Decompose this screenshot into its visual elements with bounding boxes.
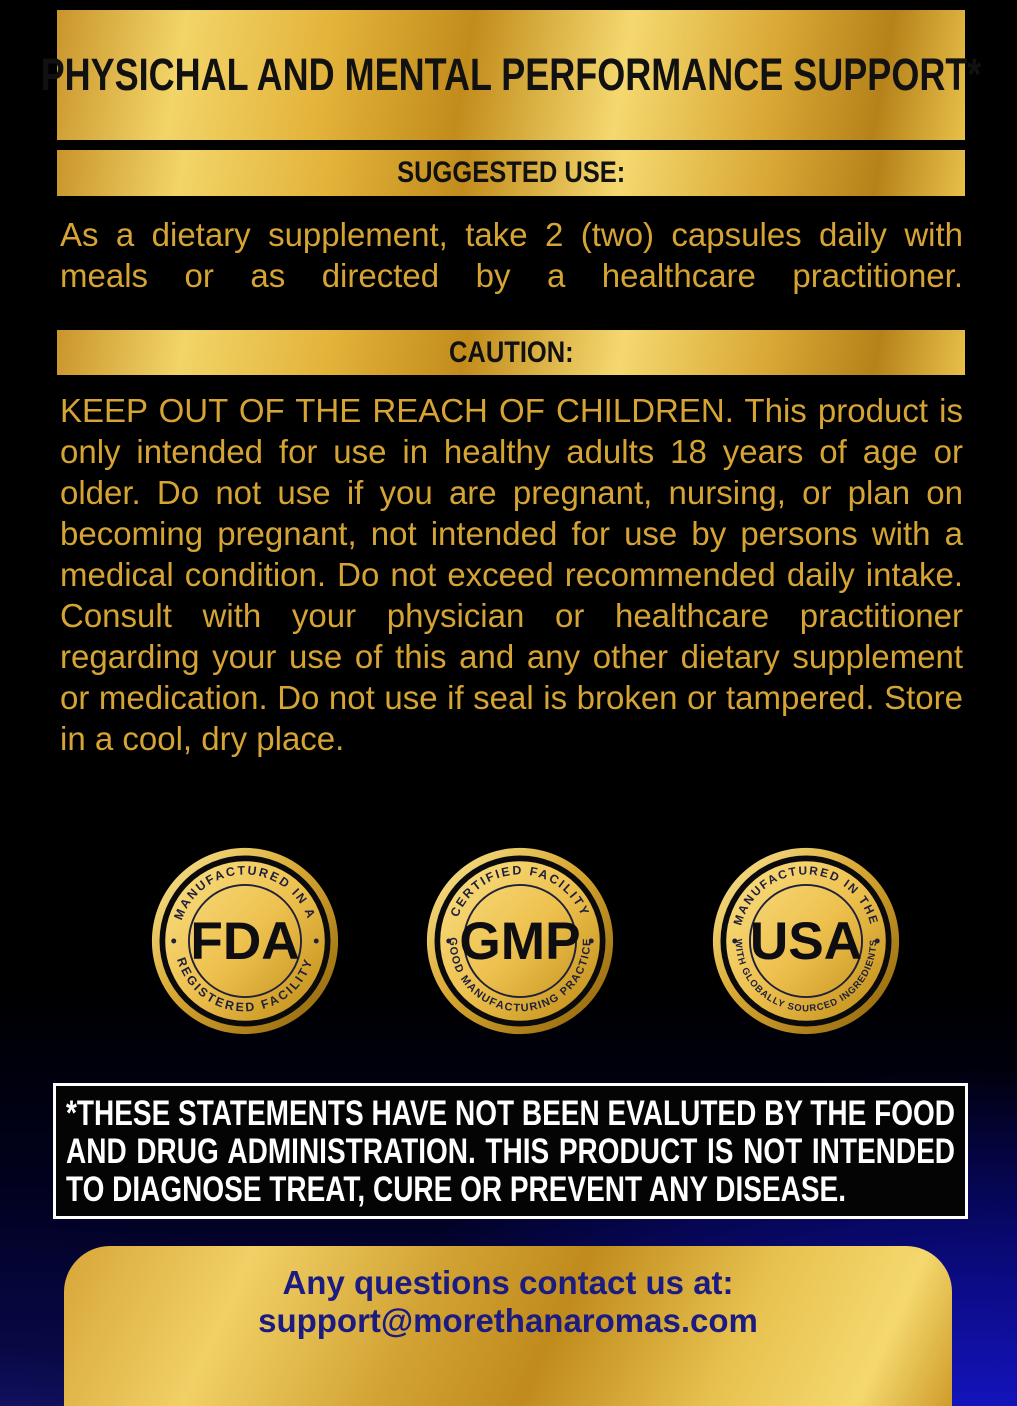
contact-panel	[64, 1246, 952, 1406]
caution-text: KEEP OUT OF THE REACH OF CHILDREN. This product is only intended for use in healthy adults 18 years of age or older. Do not use if you are pregnant, nursing, or plan on becoming pregnant, not intended for use by persons with a medical condition. Do not exceed recommended daily intake. Consult with your physician or healthcare practitioner regarding your use of this and any other dietary supplement or medication. Do not use if seal is broken or tampered. Store in a cool, dry place.	[60, 392, 963, 757]
caution-title: CAUTION:	[448, 335, 574, 369]
badge-top-arc-text: MANUFACTURED IN A	[171, 863, 319, 922]
badge-bottom-arc-text: GOOD MANUFACTURING PRACTICE	[446, 937, 594, 1015]
contact-heading: Any questions contact us at:	[282, 1264, 734, 1301]
arc-separator-dot	[171, 939, 176, 944]
suggested-use-banner	[57, 150, 965, 196]
header-banner	[40, 10, 982, 140]
badge-bottom-arc-text: REGISTERED FACILITY	[174, 955, 316, 1015]
badge-center-text: FDA	[190, 912, 300, 972]
suggested-use-title: SUGGESTED USE:	[396, 156, 626, 189]
suggested-use-text: As a dietary supplement, take 2 (two) capsules daily with meals or as directed by a healthcare practitioner.	[60, 216, 963, 294]
badge-center-text: GMP	[459, 912, 581, 972]
contact-email: support@morethanaromas.com	[258, 1302, 758, 1339]
badge-bottom-arc-text: WITH GLOBALLY SOURCED INGREDIENTS	[732, 938, 880, 1015]
badge-center-text: USA	[749, 912, 863, 972]
badge-top-arc-text: MANUFACTURED IN THE	[730, 863, 882, 927]
fda-disclaimer-text: *THESE STATEMENTS HAVE NOT BEEN EVALUTED BY THE FOOD AND DRUG ADMINISTRATION. THIS PRODUCT IS NOT INTENDED TO DIAGNOSE TREAT, CURE OR PREVENT ANY DISEASE.	[66, 1094, 955, 1209]
arc-separator-dot	[314, 939, 319, 944]
made-in-usa-badge	[711, 846, 901, 1036]
page-title: PHYSICHAL AND MENTAL PERFORMANCE SUPPORT*	[40, 49, 982, 100]
caution-banner	[57, 330, 965, 375]
fda-disclaimer-box	[53, 1083, 968, 1219]
gmp-certified-facility-badge	[425, 846, 615, 1036]
badge-top-arc-text: CERTIFIED FACILITY	[447, 863, 593, 920]
fda-registered-facility-badge	[150, 846, 340, 1036]
